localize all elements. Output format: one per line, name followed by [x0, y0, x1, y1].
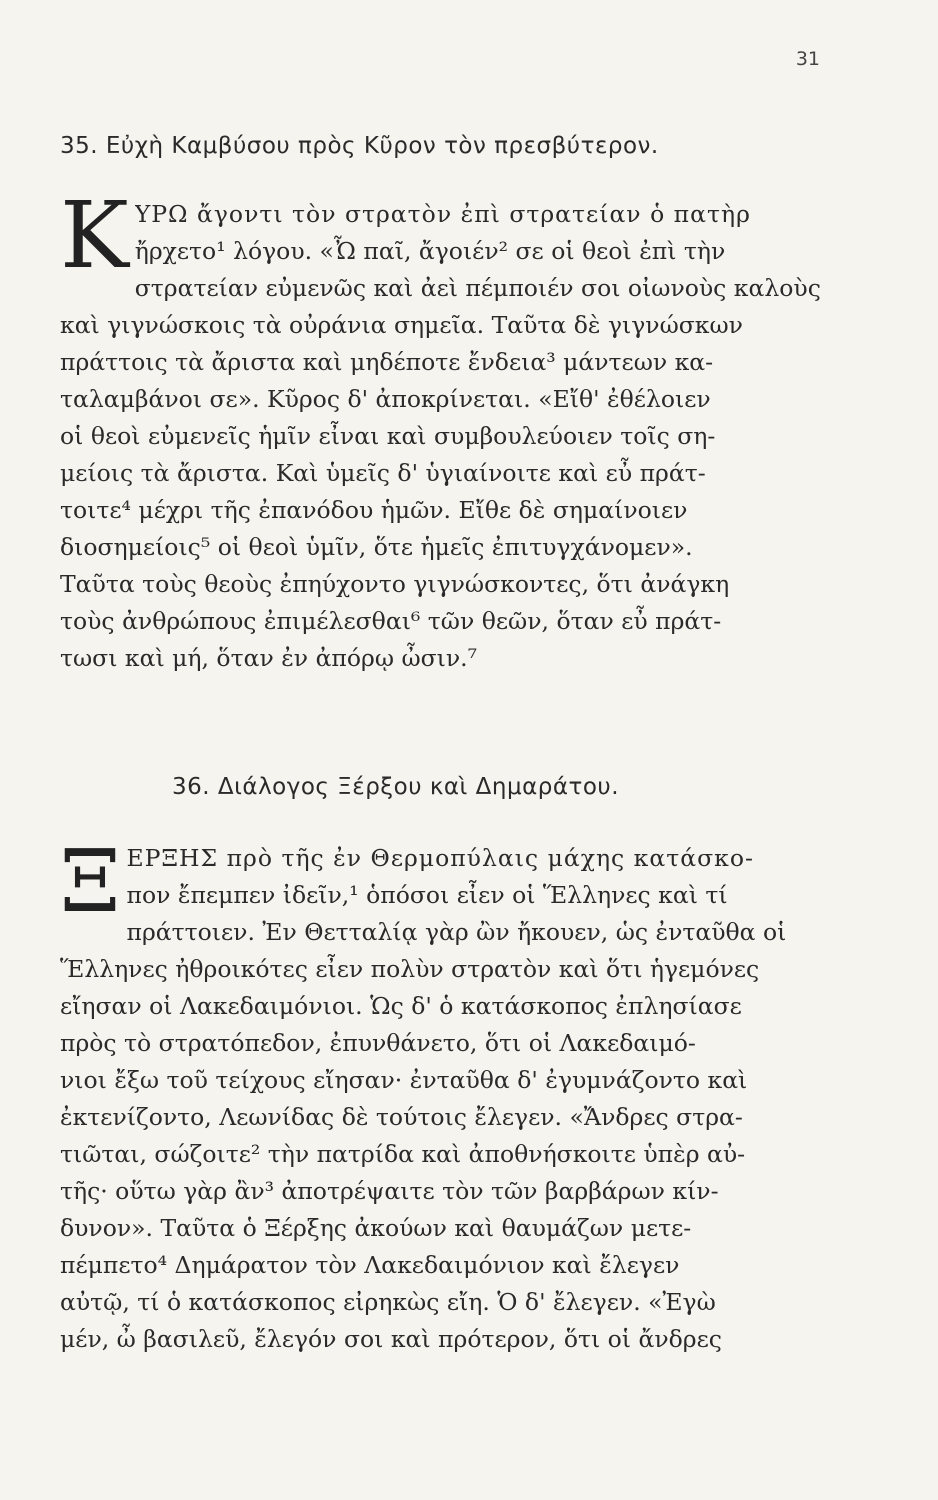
text-line: μέν, ὦ βασιλεῦ, ἔλεγόν σοι καὶ πρότερον, ὅτι οἱ ἄνδρες: [60, 1325, 722, 1353]
text-line: τοιτε⁴ μέχρι τῆς ἐπανόδου ἡμῶν. Εἴθε δὲ σημαίνοιεν: [60, 496, 688, 524]
text-line: καὶ γιγνώσκοις τὰ οὐράνια σημεῖα. Ταῦτα δὲ γιγνώσκων: [60, 311, 743, 339]
text-line: ταλαμβάνοι σε». Κῦρος δ' ἀποκρίνεται. «Εἴθ' ἐθέλοιεν: [60, 385, 711, 413]
text-line: στρατείαν εὐμενῶς καὶ ἀεὶ πέμποιέν σοι οἰωνοὺς καλοὺς: [134, 274, 821, 302]
text-line: πράττοιεν. Ἐν Θετταλίᾳ γὰρ ὢν ἤκουεν, ὡς ἐνταῦθα οἱ: [126, 918, 787, 946]
section-36-heading: 36. Διάλογος Ξέρξου καὶ Δημαράτου.: [172, 774, 620, 800]
text-line: πέμπετο⁴ Δημάρατον τὸν Λακεδαιμόνιον καὶ ἔλεγεν: [60, 1251, 680, 1279]
text-line: πον ἔπεμπεν ἰδεῖν,¹ ὁπόσοι εἶεν οἱ Ἕλληνες καὶ τί: [126, 881, 728, 909]
text-line: ἐκτενίζοντο, Λεωνίδας δὲ τούτοις ἔλεγεν. «Ἄνδρες στρα-: [60, 1103, 743, 1131]
page-number: 31: [795, 48, 820, 70]
text-line: τιῶται, σώζοιτε² τὴν πατρίδα καὶ ἀποθνήσκοιτε ὑπὲρ αὐ-: [60, 1140, 746, 1168]
text-line: τοὺς ἀνθρώπους ἐπιμέλεσθαι⁶ τῶν θεῶν, ὅταν εὖ πράτ-: [60, 607, 722, 635]
section-36-dropcap: Ξ: [60, 832, 121, 932]
text-line: ἤρχετο¹ λόγου. «Ὦ παῖ, ἄγοιέν² σε οἱ θεοὶ ἐπὶ τὴν: [134, 237, 726, 265]
text-line: δυνον». Ταῦτα ὁ Ξέρξης ἀκούων καὶ θαυμάζων μετε-: [60, 1214, 692, 1242]
text-line: μείοις τὰ ἄριστα. Καὶ ὑμεῖς δ' ὑγιαίνοιτε καὶ εὖ πράτ-: [60, 459, 706, 487]
text-line: ΕΡΞΗΣ πρὸ τῆς ἐν Θερμοπύλαις μάχης κατάσκο-: [126, 844, 754, 872]
section-35-dropcap: Κ: [60, 182, 129, 289]
text-line: Ταῦτα τοὺς θεοὺς ἐπηύχοντο γιγνώσκοντες, ὅτι ἀνάγκη: [60, 570, 730, 598]
text-line: νιοι ἔξω τοῦ τείχους εἴησαν· ἐνταῦθα δ' ἐγυμνάζοντο καὶ: [60, 1066, 748, 1094]
text-line: πρὸς τὸ στρατόπεδον, ἐπυνθάνετο, ὅτι οἱ Λακεδαιμό-: [60, 1029, 696, 1057]
text-line: Ἕλληνες ἠθροικότες εἶεν πολὺν στρατὸν καὶ ὅτι ἡγεμόνες: [60, 955, 760, 983]
text-line: εἴησαν οἱ Λακεδαιμόνιοι. Ὡς δ' ὁ κατάσκοπος ἐπλησίασε: [60, 992, 742, 1020]
section-35-heading: 35. Εὐχὴ Καμβύσου πρὸς Κῦρον τὸν πρεσβύτερον.: [60, 133, 659, 159]
text-line: αὐτῷ, τί ὁ κατάσκοπος εἰρηκὼς εἴη. Ὁ δ' ἔλεγεν. «Ἐγὼ: [60, 1288, 716, 1316]
text-line: οἱ θεοὶ εὐμενεῖς ἡμῖν εἶναι καὶ συμβουλεύοιεν τοῖς ση-: [60, 422, 716, 450]
section-35-body: [60, 182, 850, 677]
text-line: τῆς· οὕτω γὰρ ἂν³ ἀποτρέψαιτε τὸν τῶν βαρβάρων κίν-: [60, 1177, 719, 1205]
section-36-body: [60, 832, 850, 1358]
text-line: διοσημείοις⁵ οἱ θεοὶ ὑμῖν, ὅτε ἡμεῖς ἐπιτυγχάνομεν».: [60, 533, 693, 561]
text-line: πράττοις τὰ ἄριστα καὶ μηδέποτε ἔνδεια³ μάντεων κα-: [60, 348, 714, 376]
text-line: ΥΡΩ ἄγοντι τὸν στρατὸν ἐπὶ στρατείαν ὁ πατὴρ: [134, 200, 751, 228]
text-line: τωσι καὶ μή, ὅταν ἐν ἀπόρῳ ὦσιν.⁷: [60, 644, 478, 672]
